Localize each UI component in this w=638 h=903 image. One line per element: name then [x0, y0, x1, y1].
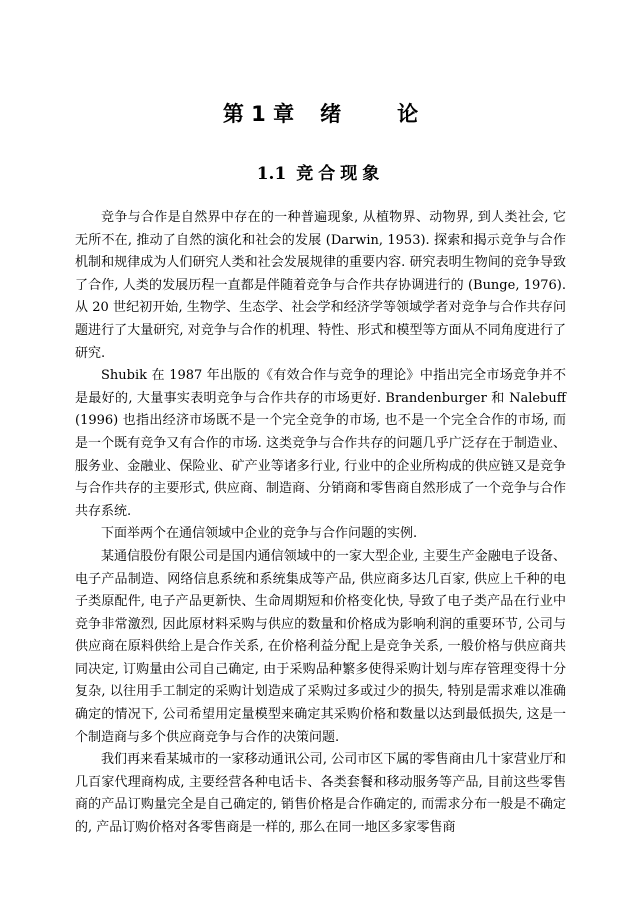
- section-number: 1.1: [256, 164, 287, 184]
- paragraph: 竞争与合作是自然界中存在的一种普遍现象, 从植物界、动物界, 到人类社会, 它无所不在, 推动了自然的演化和社会的发展 (Darwin, 1953). 探索和揭示竞争与合作机制和规律成为人们研究人类和社会发展规律的重要内容. 研究表明生物间的竞争导致了合作, 人类的发展历程一直都是伴随着竞争与合作共存协调进行的 (Bunge, 1976). 从 20 世纪初开始, 生物学、生态学、社会学和经济学等领域学者对竞争与合作共存问题进行了大量研究, 对竞争与合作的机理、特性、形式和模型等方面从不同角度进行了研究.: [75, 210, 566, 361]
- chapter-title-char-2: 论: [397, 102, 419, 126]
- section-title: [75, 161, 566, 187]
- paragraph: 下面举两个在通信领域中企业的竞争与合作问题的实例.: [101, 526, 418, 542]
- section-heading-text: 竞合现象: [296, 164, 385, 184]
- body-text: [75, 207, 566, 840]
- chapter-title-char-1: 绪: [320, 102, 342, 126]
- paragraph: 我们再来看某城市的一家移动通讯公司, 公司市区下属的零售商由几十家营业厅和几百家代理商构成, 主要经营各种电话卡、各类套餐和移动服务等产品, 目前这些零售商的产品订购量完全是自己确定的, 销售价格是合作确定的, 而需求分布一般是不确定的, 产品订购价格对各零售商是一样的, 那么在同一地区多家零售商: [75, 752, 566, 836]
- paragraph: Shubik 在 1987 年出版的《有效合作与竞争的理论》中指出完全市场竞争并不是最好的, 大量事实表明竞争与合作共存的市场更好. Brandenburger 和 Nalebuff (1996) 也指出经济市场既不是一个完全竞争的市场, 也不是一个完全合作的市场, 而是一个既有竞争又有合作的市场. 这类竞争与合作共存的问题几乎广泛存在于制造业、服务业、金融业、保险业、矿产业等诸多行业, 行业中的企业所构成的供应链又是竞争与合作共存的主要形式, 供应商、制造商、分销商和零售商自然形成了一个竞争与合作共存系统.: [75, 368, 566, 519]
- chapter-title: [75, 0, 566, 130]
- paragraph: 某通信股份有限公司是国内通信领域中的一家大型企业, 主要生产金融电子设备、电子产品制造、网络信息系统和系统集成等产品, 供应商多达几百家, 供应上千种的电子类原配件, 电子产品更新快、生命周期短和价格变化快, 导致了电子类产品在行业中竞争非常激烈, 因此原材料采购与供应的数量和价格成为影响利润的重要环节, 公司与供应商在原料供给上是合作关系, 在价格利益分配上是竞争关系, 一般价格与供应商共同决定, 订购量由公司自己确定, 由于采购品种繁多使得采购计划与库存管理变得十分复杂, 以往用手工制定的采购计划造成了采购过多或过少的损失, 特别是需求难以准确确定的情况下, 公司希望用定量模型来确定其采购价格和数量以达到最低损失, 这是一个制造商与多个供应商竞争与合作的决策问题.: [75, 548, 566, 745]
- chapter-number: 第 1 章: [222, 102, 295, 126]
